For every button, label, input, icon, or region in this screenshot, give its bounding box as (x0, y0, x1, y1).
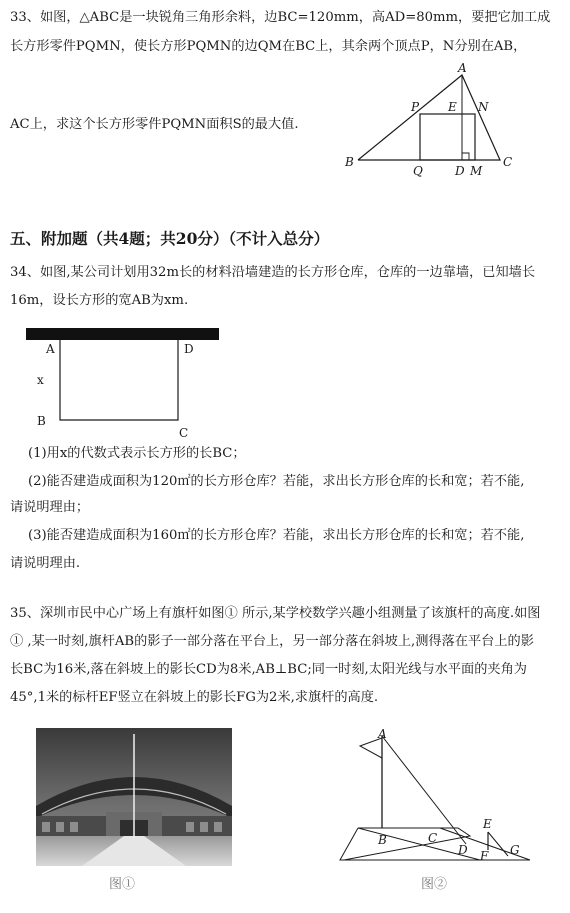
q34-part-3-line-2: 请说明理由. (10, 556, 81, 571)
q33-text-line-3: AC上，求这个长方形零件PQMN面积S的最大值. (10, 117, 299, 132)
label-c: C (179, 426, 189, 440)
label-a: A (46, 342, 55, 356)
section-five-heading: 五、附加题（共4题；共20分）（不计入总分） (10, 229, 330, 248)
label-x: x (37, 373, 44, 387)
label-b: B (378, 833, 387, 847)
label-e: E (483, 817, 492, 831)
label-e: E (448, 100, 457, 114)
label-n: N (478, 100, 489, 114)
label-d: D (458, 843, 468, 857)
q35-text-line-3: 长BC为16米,落在斜坡上的影长CD为8米,AB⊥BC;同一时刻,太阳光线与水平面的夹角为 (10, 662, 527, 677)
flagpole-photo (36, 728, 232, 866)
q35-text-line-4: 45°,1米的标杆EF竖立在斜坡上的影长FG为2米,求旗杆的高度. (10, 690, 379, 705)
label-d: D (184, 342, 194, 356)
label-c: C (503, 155, 513, 169)
label-m: M (470, 164, 483, 178)
label-a: A (378, 727, 387, 741)
label-b: B (345, 155, 354, 169)
label-p: P (411, 100, 420, 114)
triangle-figure (340, 60, 570, 185)
q33-text-line-2: 长方形零件PQMN，使长方形PQMN的边QM在BC上，其余两个顶点P，N分别在AB， (10, 39, 527, 54)
q35-text-line-2: ① ,某一时刻,旗杆AB的影子一部分落在平台上，另一部分落在斜坡上,测得落在平台上的影 (10, 634, 534, 649)
label-c: C (428, 831, 438, 845)
triangle-abc (358, 75, 500, 160)
q34-part-1: (1)用x的代数式表示长方形的长BC； (28, 446, 246, 461)
label-g: G (510, 843, 520, 857)
q33-text-line-1: 33、如图，△ABC是一块锐角三角形余料，边BC=120mm，高AD=80mm，要把它加工成 (10, 10, 551, 25)
figure-2-caption: 图② (421, 877, 448, 892)
q34-part-2-line-1: (2)能否建造成面积为120㎡的长方形仓库？若能，求出长方形仓库的长和宽；若不能, (28, 474, 525, 489)
sun-ray-eg (488, 832, 508, 856)
label-q: Q (413, 164, 423, 178)
label-d: D (455, 164, 465, 178)
q34-part-2-line-2: 请说明理由； (10, 500, 90, 515)
flagpole-diagram (330, 728, 540, 868)
q34-text-line-2: 16m，设长方形的宽AB为xm. (10, 293, 189, 308)
warehouse-rectangle (60, 340, 178, 420)
wall (26, 328, 219, 340)
warehouse-figure (26, 328, 226, 440)
label-b: B (37, 414, 46, 428)
label-a: A (458, 61, 467, 75)
figure-1-caption: 图① (109, 877, 136, 892)
q35-text-line-1: 35、深圳市民中心广场上有旗杆如图① 所示,某学校数学兴趣小组测量了该旗杆的高度.如图 (10, 606, 541, 621)
flag (360, 738, 382, 758)
right-angle-mark (462, 153, 469, 160)
q34-part-3-line-1: (3)能否建造成面积为160㎡的长方形仓库？若能，求出长方形仓库的长和宽；若不能, (28, 528, 525, 543)
label-f: F (480, 849, 489, 863)
q34-text-line-1: 34、如图,某公司计划用32m长的材料沿墙建造的长方形仓库，仓库的一边靠墙，已知墙长 (10, 265, 536, 280)
